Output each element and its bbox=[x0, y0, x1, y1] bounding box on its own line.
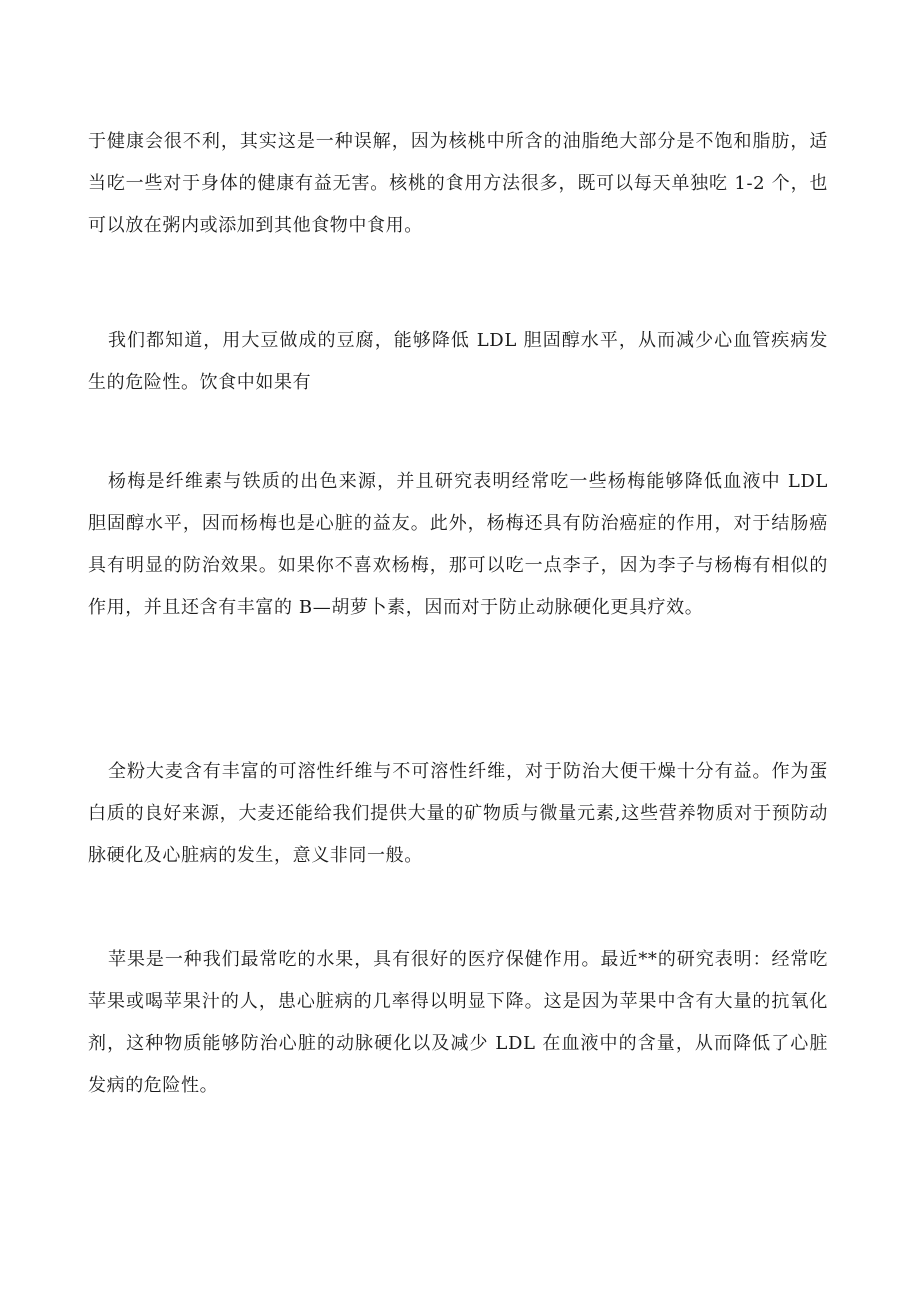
paragraph-bayberry: 杨梅是纤维素与铁质的出色来源，并且研究表明经常吃一些杨梅能够降低血液中 LDL 胆固醇水平，因而杨梅也是心脏的益友。此外，杨梅还具有防治癌症的作用，对于结肠癌具有明显的防治效果。如果你不喜欢杨梅，那可以吃一点李子，因为李子与杨梅有相似的作用，并且还含有丰富的 B—胡萝卜素，因而对于防止动脉硬化更具疗效。 bbox=[88, 471, 828, 618]
paragraph-apple: 苹果是一种我们最常吃的水果，具有很好的医疗保健作用。最近**的研究表明：经常吃苹果或喝苹果汁的人，患心脏病的几率得以明显下降。这是因为苹果中含有大量的抗氧化剂，这种物质能够防治心脏的动脉硬化以及减少 LDL 在血液中的含量，从而降低了心脏发病的危险性。 bbox=[88, 949, 828, 1096]
paragraph-tofu: 我们都知道，用大豆做成的豆腐，能够降低 LDL 胆固醇水平，从而减少心血管疾病发生的危险性。饮食中如果有 bbox=[88, 330, 828, 393]
paragraph-walnut-continued: 于健康会很不利，其实这是一种误解，因为核桃中所含的油脂绝大部分是不饱和脂肪，适当吃一些对于身体的健康有益无害。核桃的食用方法很多，既可以每天单独吃 1-2 个，也可以放在粥内或添加到其他食物中食用。 bbox=[88, 131, 828, 236]
paragraph-barley: 全粉大麦含有丰富的可溶性纤维与不可溶性纤维，对于防治大便干燥十分有益。作为蛋白质的良好来源，大麦还能给我们提供大量的矿物质与微量元素,这些营养物质对于预防动脉硬化及心脏病的发生，意义非同一般。 bbox=[88, 761, 828, 866]
